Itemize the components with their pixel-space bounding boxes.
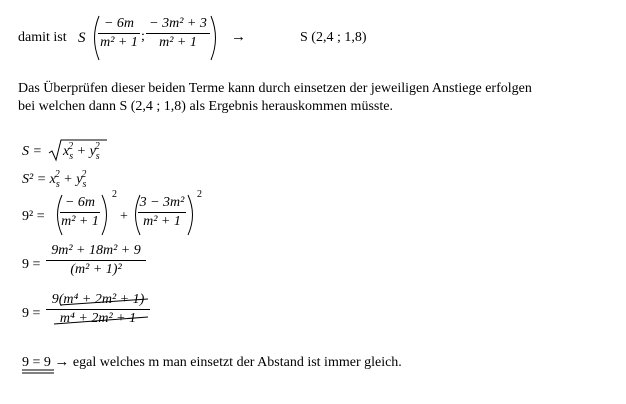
eq5-fraction: 9(m⁴ + 2m² + 1) m⁴ + 2m² + 1 xyxy=(46,293,150,326)
conclusion-equation: 9 = 9 xyxy=(22,355,51,370)
eq3-lhs: 9² = xyxy=(22,209,45,224)
frac1-bar xyxy=(98,33,140,34)
conclusion xyxy=(22,355,402,370)
eq4-lhs: 9 = xyxy=(22,257,41,272)
double-underline xyxy=(22,369,58,375)
cancel-strikes xyxy=(50,292,150,332)
frac1-numerator: − 6m xyxy=(103,16,135,31)
eq1-lhs: S = xyxy=(22,144,42,159)
line1-arrow: → xyxy=(231,29,246,45)
eq3-plus: + xyxy=(120,209,128,224)
line1-prefix: damit ist xyxy=(18,30,67,45)
eq3-exponent-2: 2 xyxy=(197,189,202,200)
frac2-numerator: − 3m² + 3 xyxy=(149,16,207,31)
line1-S: S xyxy=(78,30,86,46)
paragraph-line-1: Das Überprüfen dieser beiden Terme kann durch einsetzen der jeweiligen Anstiege erfolgen xyxy=(18,81,532,96)
eq1-radicand: $x_s^2 + y_s^2$ xyxy=(63,141,100,162)
frac1-denominator: m² + 1 xyxy=(100,35,138,50)
line1-result: S (2,4 ; 1,8) xyxy=(300,30,367,45)
eq2: $S^2 = x_s^2 + y_s^2$ xyxy=(22,169,87,190)
eq3-exponent-1: 2 xyxy=(112,189,117,200)
eq4-fraction: 9m² + 18m² + 9 (m² + 1)² xyxy=(46,244,146,277)
line1-fraction-1 xyxy=(98,17,140,50)
eq3-paren-1-right xyxy=(100,193,112,237)
frac2-denominator: m² + 1 xyxy=(159,35,197,50)
line1-fraction-2 xyxy=(146,17,210,50)
eq3-fraction-2: 3 − 3m² m² + 1 xyxy=(139,195,185,229)
eq3-fraction-1: − 6m m² + 1 xyxy=(61,195,99,229)
eq5-lhs: 9 = xyxy=(22,306,41,321)
conclusion-text: egal welches m man einsetzt der Abstand ist immer gleich. xyxy=(72,355,402,370)
line1-right-paren xyxy=(209,14,221,62)
line1-separator: ; xyxy=(141,29,145,44)
paragraph-line-2: bei welchen dann S (2,4 ; 1,8) als Ergebnis herauskommen müsste. xyxy=(18,99,393,114)
conclusion-arrow: → xyxy=(54,354,70,370)
frac2-bar xyxy=(146,33,210,34)
